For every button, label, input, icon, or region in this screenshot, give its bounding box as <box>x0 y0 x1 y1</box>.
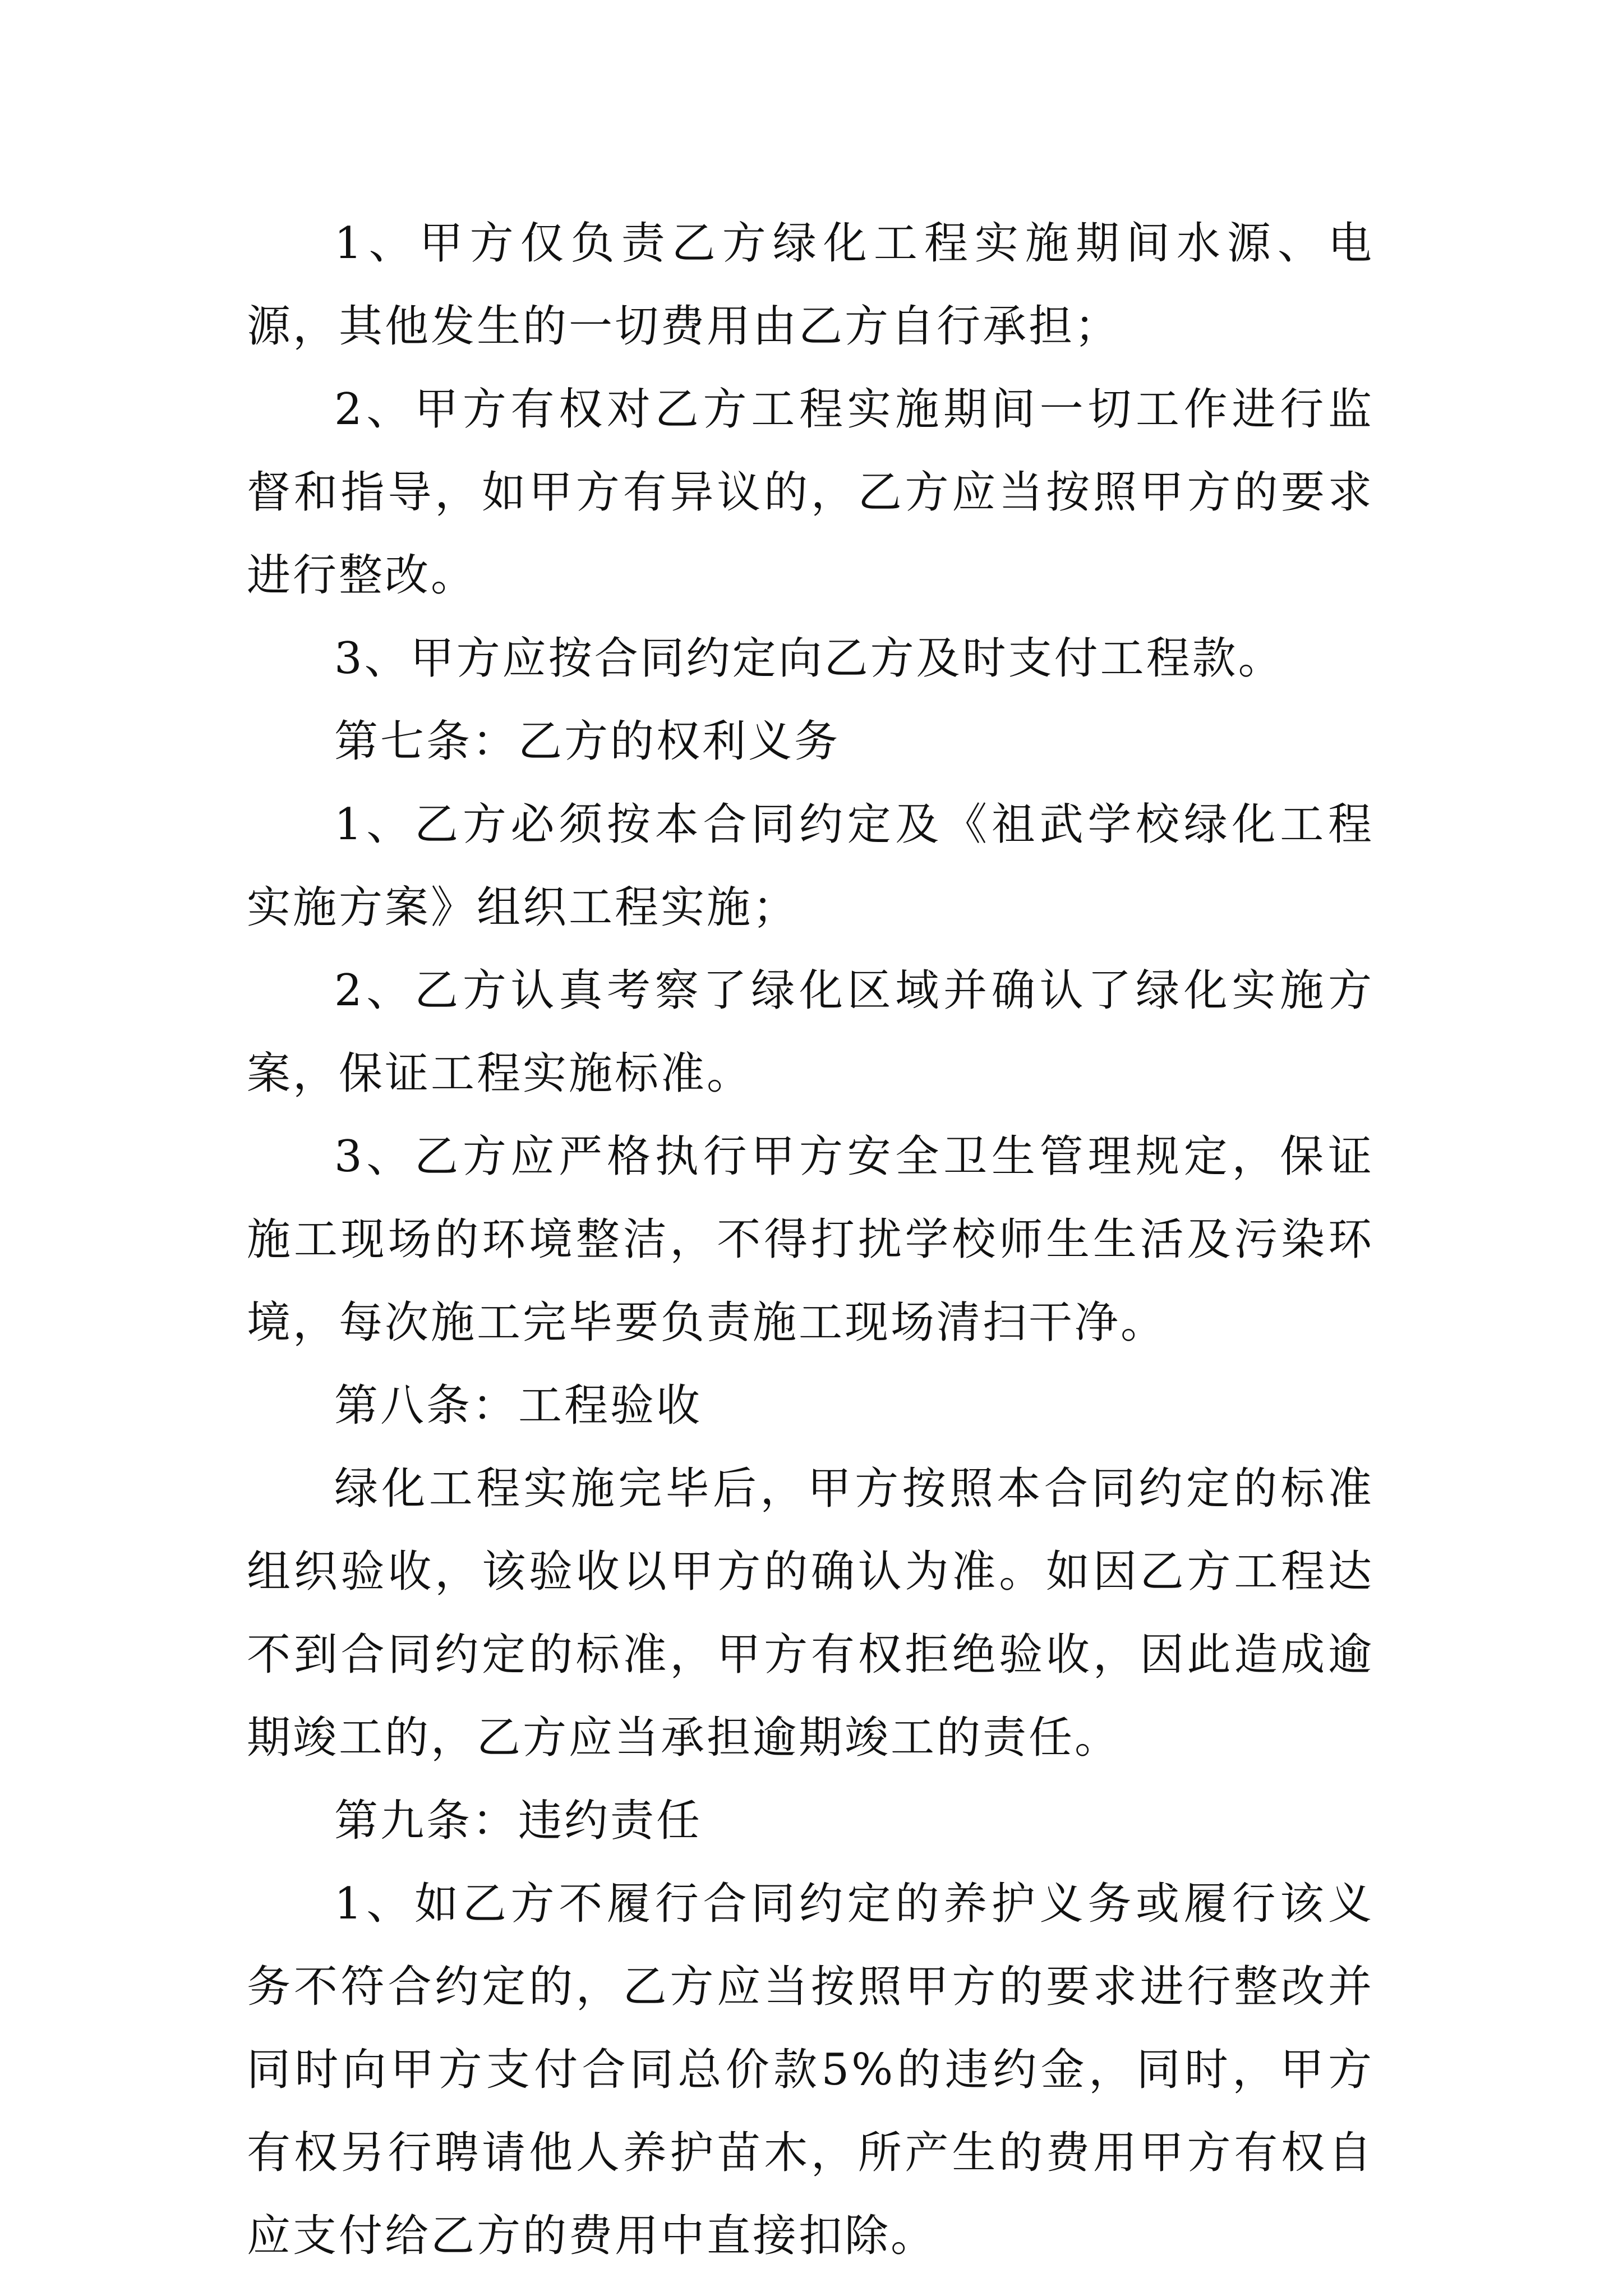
clause-9-item-1: 1、如乙方不履行合同约定的养护义务或履行该义务不符合约定的，乙方应当按照甲方的要求进行整改并同时向甲方支付合同总价款5%的违约金，同时，甲方有权另行聘请他人养护苗木，所产生的费用甲方有权自应支付给乙方的费用中直接扣除。 <box>247 1879 1374 2261</box>
clause-7-item-3: 3、乙方应严格执行甲方安全卫生管理规定，保证施工现场的环境整洁，不得打扰学校师生生活及污染环境，每次施工完毕要负责施工现场清扫干净。 <box>247 1131 1374 1348</box>
clause-6-item-3: 3、甲方应按合同约定向乙方及时支付工程款。 <box>334 633 1284 684</box>
clause-7-item-2: 2、乙方认真考察了绿化区域并确认了绿化实施方案，保证工程实施标准。 <box>247 965 1374 1099</box>
clause-9-heading: 第九条：违约责任 <box>334 1796 703 1846</box>
clause-7-heading: 第七条：乙方的权利义务 <box>334 716 841 767</box>
clause-7-item-1: 1、乙方必须按本合同约定及《祖武学校绿化工程实施方案》组织工程实施； <box>247 799 1374 933</box>
document-page <box>247 202 1374 2277</box>
clause-6-item-2: 2、甲方有权对乙方工程实施期间一切工作进行监督和指导，如甲方有异议的，乙方应当按照甲方的要求进行整改。 <box>247 384 1374 601</box>
clause-8-heading: 第八条：工程验收 <box>334 1381 703 1431</box>
clause-6-item-1: 1、甲方仅负责乙方绿化工程实施期间水源、电源，其他发生的一切费用由乙方自行承担； <box>247 218 1374 352</box>
clause-8-body: 绿化工程实施完毕后，甲方按照本合同约定的标准组织验收，该验收以甲方的确认为准。如因乙方工程达不到合同约定的标准，甲方有权拒绝验收，因此造成逾期竣工的，乙方应当承担逾期竣工的责任。 <box>247 1464 1374 1763</box>
